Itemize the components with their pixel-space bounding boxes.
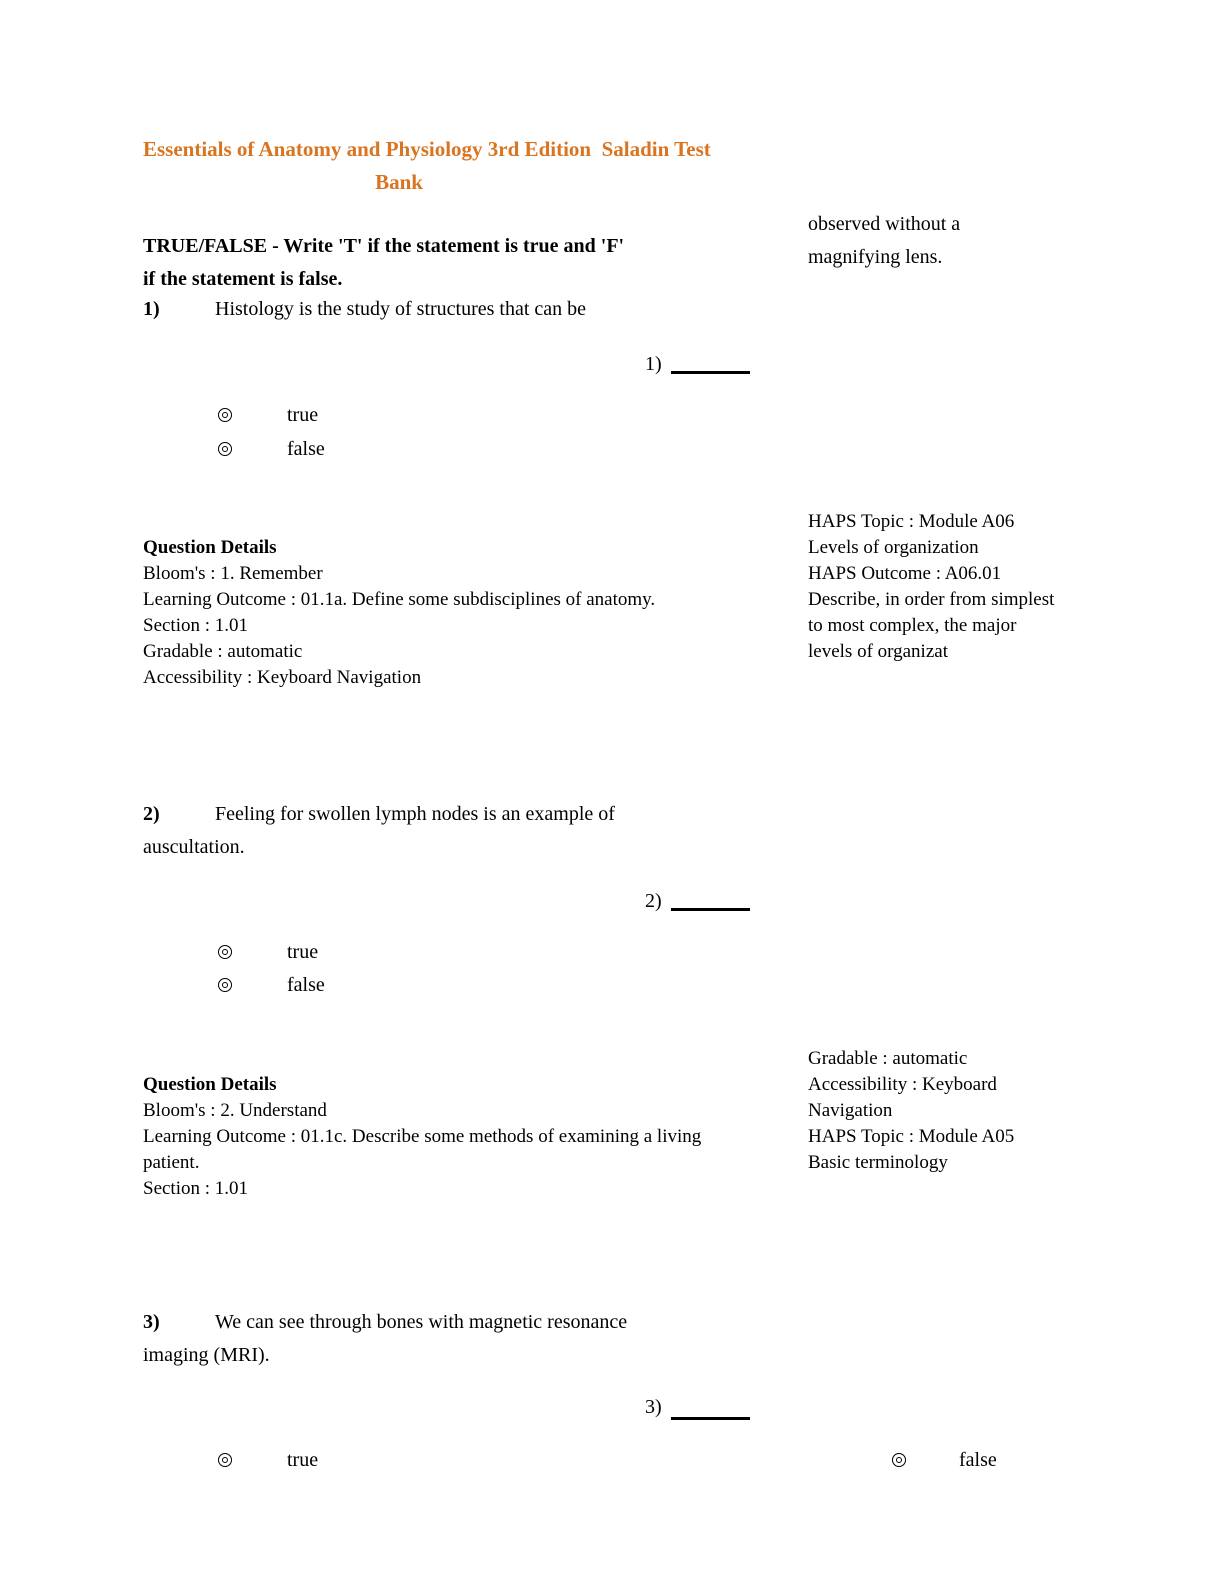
question-details-heading: Question Details [143,537,277,558]
option-label-true: true [287,940,319,963]
haps-line: levels of organizat [808,641,948,662]
question-details-line: Bloom's : 1. Remember [143,563,323,584]
continuation-line: magnifying lens. [808,246,943,268]
details-right-line: Accessibility : Keyboard [808,1074,997,1095]
document-title-line: Essentials of Anatomy and Physiology 3rd Edition Saladin Test [143,137,711,161]
question-details-line: Section : 1.01 [143,1178,249,1199]
haps-line: Describe, in order from simplest [808,589,1055,610]
option-label-true: true [287,403,319,426]
question-details-line: Gradable : automatic [143,641,303,662]
question-details-line: Learning Outcome : 01.1c. Describe some methods of examining a living [143,1126,702,1147]
details-right-line: Gradable : automatic [808,1048,968,1069]
question-number: 2) [143,803,160,825]
option-label-false: false [287,437,325,460]
question-details-line: Section : 1.01 [143,615,249,636]
radio-icon [218,978,232,992]
question-text: Histology is the study of structures that can be [215,298,587,320]
document-title [143,133,711,199]
question-line: auscultation. [143,836,245,858]
question-details-line: Accessibility : Keyboard Navigation [143,667,422,688]
document-title-line: Bank [375,170,423,194]
radio-dot-icon [222,949,229,956]
answer-blank-number: 2) [645,890,662,912]
radio-icon [218,1453,232,1467]
question-details-line: Learning Outcome : 01.1a. Define some subdisciplines of anatomy. [143,589,656,610]
question-text: We can see through bones with magnetic resonance [215,1311,628,1333]
details-right-line: HAPS Topic : Module A05 [808,1126,1015,1147]
answer-blank-line[interactable] [671,371,750,374]
option-true[interactable] [218,403,318,427]
question-3 [143,1306,763,1372]
question-1 [143,293,763,326]
haps-line: HAPS Topic : Module A06 [808,511,1015,532]
question-line [143,798,763,831]
radio-dot-icon [222,412,229,419]
instructions-line: if the statement is false. [143,268,343,290]
details-right-line: Basic terminology [808,1152,948,1173]
question-details-heading: Question Details [143,1074,277,1095]
haps-line: HAPS Outcome : A06.01 [808,563,1002,584]
radio-dot-icon [896,1457,903,1464]
answer-blank-number: 1) [645,353,662,375]
question-details-line: patient. [143,1152,200,1173]
radio-icon [218,945,232,959]
question-2-details-right [808,1046,1098,1176]
option-label-false: false [287,973,325,996]
haps-line: Levels of organization [808,537,979,558]
option-label-false: false [959,1448,997,1471]
continuation-line: observed without a [808,213,961,235]
answer-blank-number: 3) [645,1396,662,1418]
option-true[interactable] [218,940,318,964]
radio-dot-icon [222,1457,229,1464]
question-number: 3) [143,1311,160,1333]
details-right-line: Navigation [808,1100,893,1121]
question-details-line: Bloom's : 2. Understand [143,1100,327,1121]
answer-blank-line[interactable] [671,1417,750,1420]
question-text: Feeling for swollen lymph nodes is an example of [215,803,615,825]
radio-dot-icon [222,982,229,989]
question-1-details [143,535,783,691]
question-line [143,1306,763,1339]
answer-blank-line[interactable] [671,908,750,911]
radio-icon [218,442,232,456]
radio-dot-icon [222,446,229,453]
option-false[interactable] [892,1448,997,1472]
option-true[interactable] [218,1448,318,1472]
haps-line: to most complex, the major [808,615,1017,636]
question-1-haps-details [808,509,1098,665]
question-2-details [143,1072,783,1202]
section-instructions [143,230,624,296]
option-false[interactable] [218,973,325,997]
option-false[interactable] [218,437,325,461]
option-label-true: true [287,1448,319,1471]
radio-icon [218,408,232,422]
question-line [143,293,763,326]
question1-text-continuation [808,208,1098,274]
question-line: imaging (MRI). [143,1344,270,1366]
question-2 [143,798,763,864]
radio-icon [892,1453,906,1467]
instructions-line: TRUE/FALSE - Write 'T' if the statement is true and 'F' [143,235,625,257]
question-number: 1) [143,298,160,320]
